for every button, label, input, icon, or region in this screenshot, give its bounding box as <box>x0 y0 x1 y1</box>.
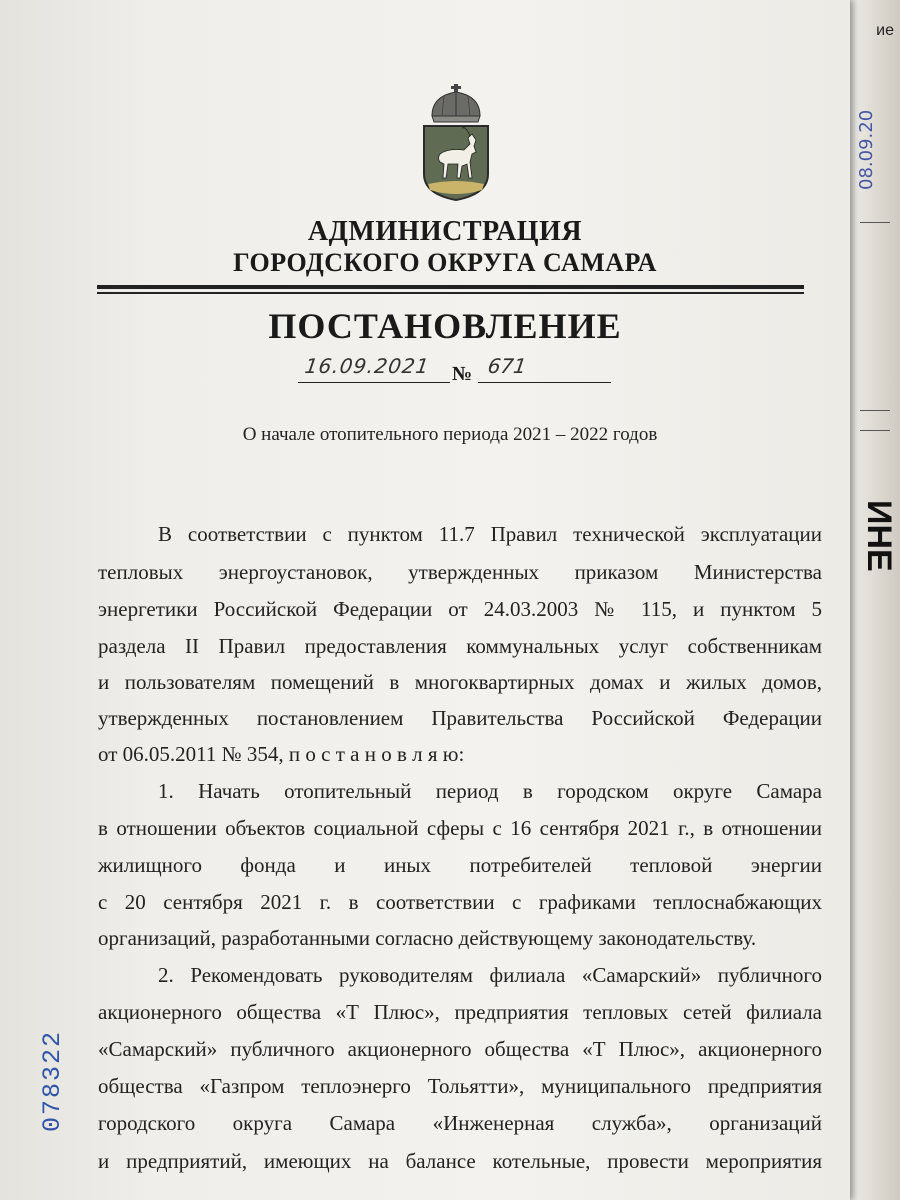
body-line: и пользователям помещений в многоквартирных домах и жилых домов, <box>98 670 822 694</box>
body-line: акционерного общества «Т Плюс», предприятия тепловых сетей филиала <box>98 1000 822 1024</box>
body-line: «Самарский» публичного акционерного общества «Т Плюс», акционерного <box>98 1037 822 1061</box>
document-subject: О начале отопительного периода 2021 – 2022 годов <box>242 424 658 445</box>
body-line: 1. Начать отопительный период в городском округе Самара <box>158 779 822 803</box>
body-line: с 20 сентября 2021 г. в соответствии с графиками теплоснабжающих <box>98 890 822 914</box>
body-line: от 06.05.2011 № 354, п о с т а н о в л я ю: <box>98 742 465 766</box>
body-line: раздела II Правил предоставления коммунальных услуг собственникам <box>98 634 822 658</box>
body-line: 2. Рекомендовать руководителям филиала «Самарский» публичного <box>158 963 822 987</box>
adjacent-paper-bold-text: ИНЕ <box>860 500 898 572</box>
stamp-serial-number: 078322 <box>38 1030 67 1133</box>
body-line: организаций, разработанными согласно действующему законодательству. <box>98 926 757 950</box>
samara-coat-of-arms-emblem <box>418 82 494 202</box>
header-rule-thin <box>97 292 804 294</box>
body-line: энергетики Российской Федерации от 24.03.2003 № 115, и пунктом 5 <box>98 597 822 621</box>
body-line: городского округа Самара «Инженерная служба», организаций <box>98 1111 822 1135</box>
handwritten-number: 671 <box>486 354 528 378</box>
body-line: утвержденных постановлением Правительства Российской Федерации <box>98 706 822 730</box>
body-line: тепловых энергоустановок, утвержденных приказом Министерства <box>98 560 822 584</box>
body-line: общества «Газпром теплоэнерго Тольятти», муниципального предприятия <box>98 1074 822 1098</box>
adjacent-paper-rule <box>860 410 890 411</box>
body-line: жилищного фонда и иных потребителей тепловой энергии <box>98 853 822 877</box>
organization-name-line2: ГОРОДСКОГО ОКРУГА САМАРА <box>233 248 657 277</box>
document-type-title: ПОСТАНОВЛЕНИЕ <box>268 306 622 346</box>
handwritten-date: 16.09.2021 <box>303 354 432 378</box>
number-label: № <box>452 363 473 385</box>
header-rule-thick <box>97 285 804 289</box>
adjacent-paper-handwriting: 08.09.20 <box>856 109 877 190</box>
organization-name-line1: АДМИНИСТРАЦИЯ <box>307 216 583 247</box>
crown-icon <box>432 84 480 122</box>
body-line: и предприятий, имеющих на балансе котельные, провести мероприятия <box>98 1149 822 1173</box>
body-line: в отношении объектов социальной сферы с 16 сентября 2021 г., в отношении <box>98 816 822 840</box>
adjacent-paper-text: ие <box>876 22 894 39</box>
body-line: В соответствии с пунктом 11.7 Правил технической эксплуатации <box>158 522 822 546</box>
